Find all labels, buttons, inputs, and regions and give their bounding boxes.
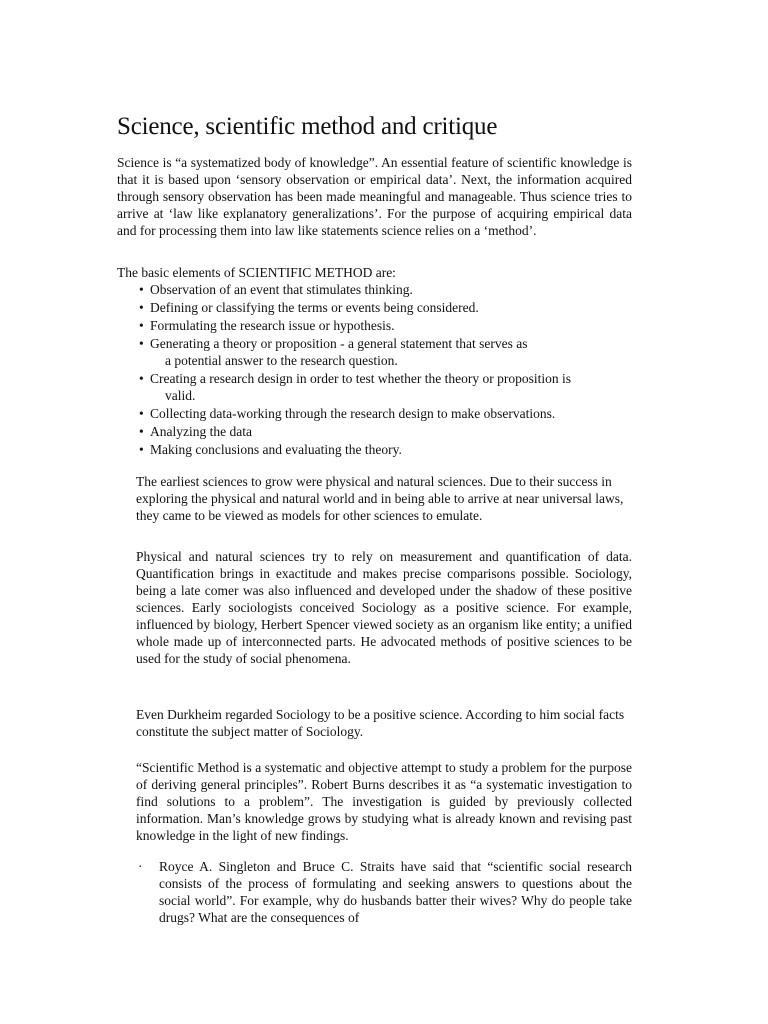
royce-list-item [136, 858, 632, 926]
bullet-icon: • [139, 442, 144, 457]
bullet-icon: • [139, 371, 144, 386]
list-item-text: Collecting data-working through the research design to make observations. [150, 406, 556, 421]
list-item-text: Making conclusions and evaluating the theory. [150, 442, 402, 457]
list-item [139, 299, 659, 316]
list-item [139, 370, 659, 404]
list-item-text: Observation of an event that stimulates thinking. [150, 282, 413, 297]
scientific-method-list [139, 281, 659, 459]
list-item [139, 441, 659, 458]
list-item-text: Creating a research design in order to test whether the theory or proposition is [150, 371, 572, 386]
page-title: Science, scientific method and critique [117, 113, 498, 140]
scientific-method-paragraph: “Scientific Method is a systematic and objective attempt to study a problem for the purpose of deriving general principles”. Robert Burns describes it as “a systematic investigation to find solutions to a problem”. The investigation is guided by previously collected information. Man’s knowledge grows by studying what is already known and revising past knowledge in the light of new findings. [136, 760, 632, 843]
list-item [139, 423, 659, 440]
bullet-icon: • [139, 282, 144, 297]
earliest-sciences-paragraph: The earliest sciences to grow were physical and natural sciences. Due to their success in exploring the physical and natural world and in being able to arrive at near universal laws, they came to be viewed as models for other sciences to emulate. [136, 474, 624, 523]
intro-paragraph: Science is “a systematized body of knowledge”. An essential feature of scientific knowledge is that it is based upon ‘sensory observation or empirical data’. Next, the information acquired through sensory observation has been made meaningful and manageable. Thus science tries to arrive at ‘law like explanatory generalizations’. For the purpose of acquiring empirical data and for processing them into law like statements science relies on a ‘method’. [117, 155, 632, 238]
bullet-icon: • [139, 424, 144, 439]
list-item [139, 405, 659, 422]
bullet-icon: · [138, 859, 143, 874]
list-item-text: Formulating the research issue or hypothesis. [150, 318, 395, 333]
physical-sciences-paragraph: Physical and natural sciences try to rely on measurement and quantification of data. Quantification brings in exactitude and makes precise comparisons possible. Sociology, being a late comer was also influenced and developed under the shadow of these positive sciences. Early sociologists conceived Sociology as a positive science. For example, influenced by biology, Herbert Spencer viewed society as an organism like entity; a unified whole made up of interconnected parts. He advocated methods of positive sciences to be used for the study of social phenomena. [136, 549, 632, 666]
list-item-text: Defining or classifying the terms or events being considered. [150, 300, 479, 315]
list-item-continuation: a potential answer to the research question. [165, 353, 398, 368]
bullet-icon: • [139, 336, 144, 351]
bullet-icon: • [139, 318, 144, 333]
bullet-icon: • [139, 406, 144, 421]
list-item [139, 281, 659, 298]
list-item-text: Analyzing the data [150, 424, 252, 439]
royce-text: Royce A. Singleton and Bruce C. Straits have said that “scientific social research consists of the process of formulating and seeking answers to questions about the social world”. For example, why do husbands batter their wives? Why do people take drugs? What are the consequences of [159, 859, 632, 925]
list-item-continuation: valid. [165, 388, 196, 403]
durkheim-paragraph: Even Durkheim regarded Sociology to be a positive science. According to him social facts constitute the subject matter of Sociology. [136, 707, 625, 739]
basic-elements-heading: The basic elements of SCIENTIFIC METHOD are: [117, 265, 396, 280]
bullet-icon: • [139, 300, 144, 315]
list-item-text: Generating a theory or proposition - a general statement that serves as [150, 336, 528, 351]
list-item [139, 317, 659, 334]
list-item [139, 335, 659, 369]
